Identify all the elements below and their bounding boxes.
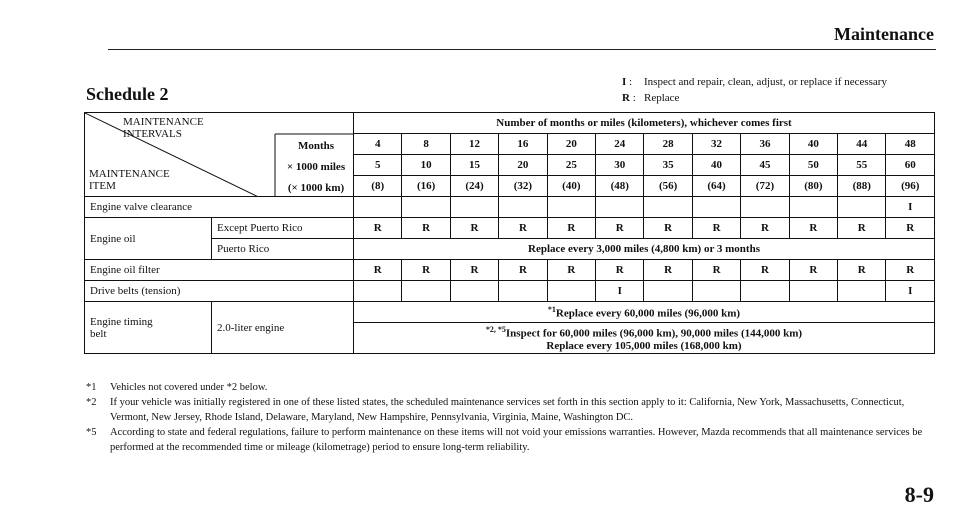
interval-km-cell: (88) — [838, 176, 886, 197]
interval-miles-cell: 25 — [547, 155, 595, 176]
header-corner-cell — [85, 113, 354, 197]
interval-km-cell: (64) — [692, 176, 740, 197]
table-row — [85, 218, 935, 239]
schedule-cell: R — [450, 260, 498, 281]
schedule-cell: I — [596, 281, 644, 302]
interval-months-cell: 48 — [886, 134, 935, 155]
legend-item-replace: R : Replace — [622, 92, 680, 104]
interval-miles-cell: 30 — [596, 155, 644, 176]
interval-miles-cell: 40 — [692, 155, 740, 176]
schedule-cell: R — [741, 218, 789, 239]
legend-text: Inspect and repair, clean, adjust, or replace if necessary — [644, 76, 887, 88]
schedule-cell — [644, 197, 692, 218]
interval-miles-cell: 15 — [450, 155, 498, 176]
footnote-1: *1 Vehicles not covered under *2 below. — [86, 382, 268, 393]
interval-miles-cell: 50 — [789, 155, 837, 176]
schedule-cell: R — [789, 218, 837, 239]
schedule-cell — [741, 197, 789, 218]
schedule-cell: R — [547, 260, 595, 281]
schedule-cell: R — [402, 260, 450, 281]
schedule-cell: R — [402, 218, 450, 239]
schedule-cell: R — [596, 260, 644, 281]
header-divider — [108, 49, 936, 50]
interval-km-cell: (24) — [450, 176, 498, 197]
schedule-cell: R — [886, 260, 935, 281]
schedule-cell — [354, 197, 402, 218]
schedule-cell: R — [354, 218, 402, 239]
schedule-cell: I — [886, 197, 935, 218]
interval-miles-cell: 45 — [741, 155, 789, 176]
interval-miles-cell: 55 — [838, 155, 886, 176]
interval-km-cell: (72) — [741, 176, 789, 197]
footnotes — [86, 380, 936, 455]
interval-row-label: (× 1000 km) — [287, 182, 345, 194]
interval-months-cell: 36 — [741, 134, 789, 155]
schedule-cell — [644, 281, 692, 302]
corner-intervals-label: MAINTENANCE INTERVALS — [123, 116, 204, 140]
schedule-cell — [596, 197, 644, 218]
interval-km-cell: (32) — [499, 176, 547, 197]
interval-km-cell: (56) — [644, 176, 692, 197]
interval-months-cell: 32 — [692, 134, 740, 155]
interval-months-cell: 24 — [596, 134, 644, 155]
schedule-cell: R — [838, 260, 886, 281]
interval-km-cell: (96) — [886, 176, 935, 197]
footnote-2: *2 If your vehicle was initially registered in one of these listed states, the scheduled maintenance services set forth in this section apply to it: California, New York, Massachusetts, Connecticut, Vermont, New Jersey, Rhode Island, Delaware, Maryland, New Hampshire, Pennsylvania, Virginia, Maine, Washington DC. — [86, 397, 905, 423]
interval-months-cell: 40 — [789, 134, 837, 155]
table-row — [85, 281, 935, 302]
schedule-cell: R — [499, 218, 547, 239]
schedule-cell — [838, 281, 886, 302]
schedule-cell: R — [692, 260, 740, 281]
schedule-cell — [789, 197, 837, 218]
schedule-cell — [547, 281, 595, 302]
schedule-cell — [838, 197, 886, 218]
timing-note-1: $^{*1}$Replace every 60,000 miles (96,000 km) — [354, 302, 935, 323]
item-sub-label: Puerto Rico — [212, 239, 354, 260]
interval-miles-cell: 60 — [886, 155, 935, 176]
schedule-cell: R — [644, 218, 692, 239]
corner-item-label: MAINTENANCE ITEM — [89, 168, 170, 192]
interval-months-cell: 44 — [838, 134, 886, 155]
schedule-note: Replace every 3,000 miles (4,800 km) or 3 months — [354, 239, 935, 260]
interval-months-cell: 12 — [450, 134, 498, 155]
schedule-cell: R — [741, 260, 789, 281]
timing-note-2: $^{*2, *5}$Inspect for 60,000 miles (96,000 km), 90,000 miles (144,000 km) Replace every 105,000 miles (168,000 km) — [354, 323, 935, 354]
interval-km-cell: (80) — [789, 176, 837, 197]
schedule-cell: R — [692, 218, 740, 239]
schedule-cell: R — [499, 260, 547, 281]
page-number: 8-9 — [904, 482, 934, 507]
schedule-cell — [741, 281, 789, 302]
interval-km-cell: (48) — [596, 176, 644, 197]
schedule-cell: I — [886, 281, 935, 302]
interval-months-cell: 20 — [547, 134, 595, 155]
schedule-cell — [692, 197, 740, 218]
schedule-cell: R — [886, 218, 935, 239]
schedule-cell — [450, 281, 498, 302]
interval-months-cell: 16 — [499, 134, 547, 155]
legend-text: Replace — [644, 92, 680, 104]
interval-km-cell: (40) — [547, 176, 595, 197]
interval-months-cell: 28 — [644, 134, 692, 155]
item-sub-label: 2.0-liter engine — [212, 302, 354, 354]
schedule-cell — [402, 197, 450, 218]
interval-miles-cell: 5 — [354, 155, 402, 176]
schedule-cell — [499, 197, 547, 218]
schedule-cell — [547, 197, 595, 218]
table-row — [85, 197, 935, 218]
table-row — [85, 239, 935, 260]
interval-miles-cell: 20 — [499, 155, 547, 176]
table-row — [85, 302, 935, 323]
schedule-cell: R — [354, 260, 402, 281]
item-label: Engine valve clearance — [85, 197, 354, 218]
schedule-cell: R — [838, 218, 886, 239]
legend-item-inspect: I : Inspect and repair, clean, adjust, or replace if necessary — [622, 76, 887, 88]
item-label: Engine timing belt — [85, 302, 212, 354]
page-header-title: Maintenance — [834, 24, 934, 44]
footnote-5: *5 According to state and federal regulations, failure to perform maintenance on these items will not void your emissions warranties. However, Mazda recommends that all maintenance services be performed at the recommended time or mileage (kilometrage) period to ensure long-term reliability. — [86, 427, 923, 453]
schedule-cell — [450, 197, 498, 218]
schedule-cell: R — [450, 218, 498, 239]
table-row — [85, 260, 935, 281]
maintenance-schedule-table — [84, 112, 935, 354]
schedule-cell: R — [547, 218, 595, 239]
schedule-cell — [354, 281, 402, 302]
interval-row-label: × 1000 miles — [286, 161, 346, 173]
interval-miles-cell: 35 — [644, 155, 692, 176]
item-label: Drive belts (tension) — [85, 281, 354, 302]
item-label: Engine oil filter — [85, 260, 354, 281]
schedule-cell: R — [596, 218, 644, 239]
schedule-title: Schedule 2 — [86, 84, 169, 104]
schedule-cell — [402, 281, 450, 302]
item-sub-label: Except Puerto Rico — [212, 218, 354, 239]
legend — [622, 74, 887, 106]
intervals-caption: Number of months or miles (kilometers), whichever comes first — [354, 113, 935, 134]
interval-miles-cell: 10 — [402, 155, 450, 176]
schedule-cell: R — [789, 260, 837, 281]
schedule-cell — [789, 281, 837, 302]
item-label: Engine oil — [85, 218, 212, 260]
interval-months-cell: 8 — [402, 134, 450, 155]
schedule-cell — [499, 281, 547, 302]
schedule-cell — [692, 281, 740, 302]
schedule-cell: R — [644, 260, 692, 281]
interval-months-cell: 4 — [354, 134, 402, 155]
interval-km-cell: (8) — [354, 176, 402, 197]
interval-km-cell: (16) — [402, 176, 450, 197]
interval-row-label: Months — [297, 140, 335, 152]
